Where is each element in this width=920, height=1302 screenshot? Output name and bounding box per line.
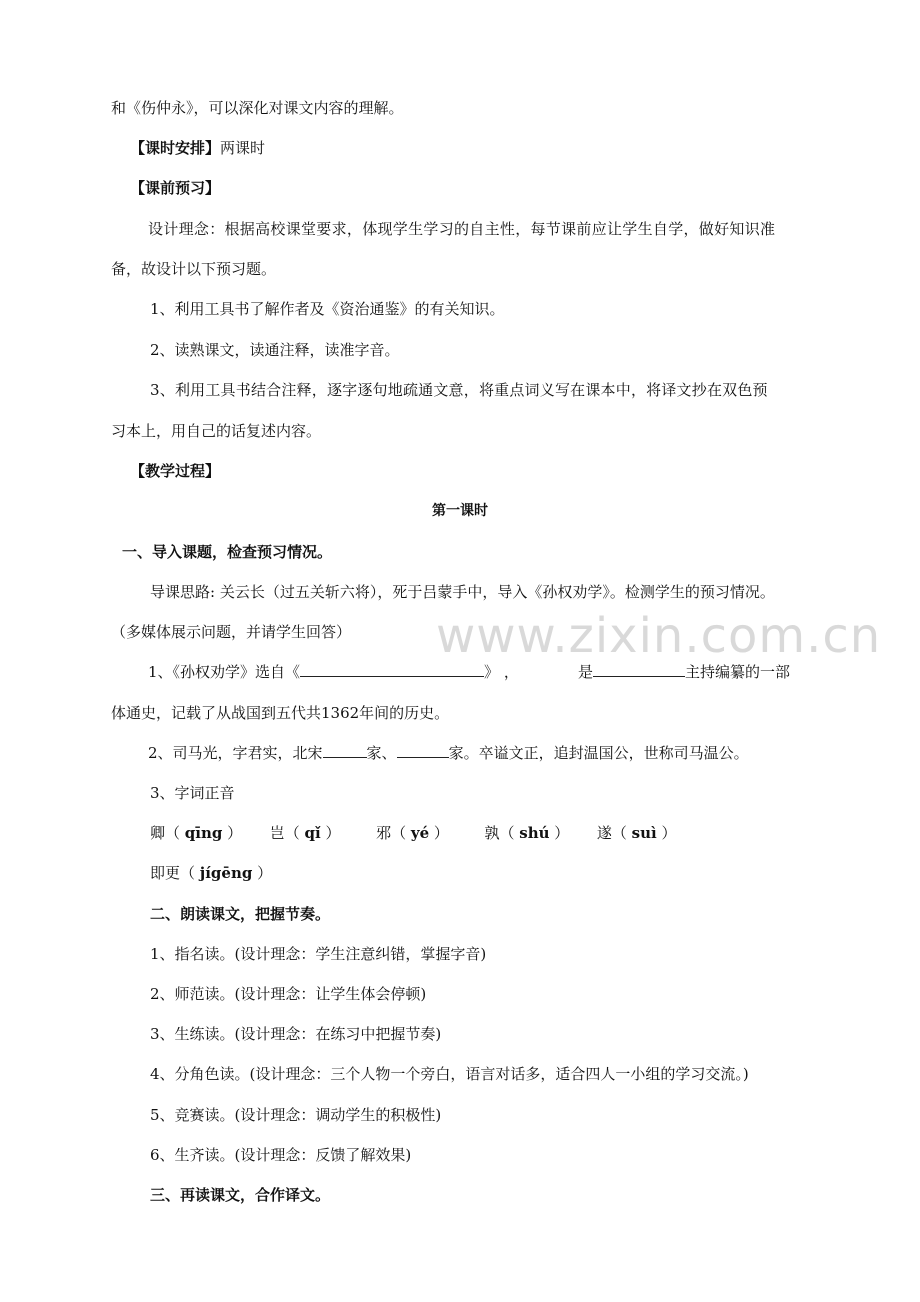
reading-item-4: 4、分角色读。(设计理念：三个人物一个旁白，语言对话多，适合四人一小组的学习交流。)	[150, 1065, 749, 1083]
reading-item-3: 3、生练读。(设计理念：在练习中把握节奏)	[150, 1025, 442, 1043]
pinyin-value: shú	[519, 824, 550, 842]
question-1-line2: 体通史，记载了从战国到五代共1362年间的历史。	[111, 704, 450, 722]
pinyin-char: 邪	[376, 824, 392, 842]
pinyin-char: 遂	[596, 824, 612, 842]
q1-part-b: 》 ，	[484, 663, 519, 681]
q1-part-a: 1、《孙权劝学》选自《	[148, 663, 301, 681]
pinyin-item: 孰（ shú ）	[484, 824, 570, 842]
q2-part-a: 2、司马光，字君实，北宋	[148, 744, 323, 762]
q2-blank-1[interactable]	[323, 743, 367, 758]
reading-item-2: 2、师范读。(设计理念：让学生体会停顿)	[150, 985, 427, 1003]
reading-item-1: 1、指名读。(设计理念：学生注意纠错，掌握字音)	[150, 945, 487, 963]
design-intro-line2: 备，故设计以下预习题。	[111, 260, 277, 278]
pinyin-char: 孰	[484, 824, 500, 842]
process-heading: 【教学过程】	[130, 462, 221, 480]
pinyin-item: 岂（ qǐ ）	[269, 824, 341, 842]
preview-item-2: 2、读熟课文，读通注释，读准字音。	[150, 341, 400, 359]
pinyin-row-2: 即更（ jígēng ）	[150, 864, 273, 882]
question-1-right	[578, 662, 790, 682]
pinyin-value: suì	[631, 824, 657, 842]
pinyin-char: 岂	[269, 824, 285, 842]
pinyin-char: 即更	[150, 864, 181, 882]
q1-editor-blank[interactable]	[593, 662, 685, 677]
watermark: www.zixin.com.cn	[436, 608, 882, 664]
schedule-line	[130, 138, 265, 158]
pinyin-value: yé	[410, 824, 430, 842]
section3-title: 三、再读课文，合作译文。	[150, 1186, 331, 1204]
intro-tail: 和《伤仲永》，可以深化对课文内容的理解。	[111, 99, 404, 117]
q1-part-d: 主持编纂的一部	[685, 663, 791, 681]
pinyin-item: 卿（ qīng ）	[150, 824, 243, 842]
lesson-title: 第一课时	[432, 503, 488, 519]
preview-item-3-cont: 习本上，用自己的话复述内容。	[111, 422, 322, 440]
pinyin-char: 卿	[150, 824, 166, 842]
schedule-value: 两课时	[220, 139, 266, 157]
q1-book-blank[interactable]	[300, 662, 484, 677]
reading-item-6: 6、生齐读。(设计理念：反馈了解效果)	[150, 1146, 412, 1164]
q2-blank-2[interactable]	[397, 743, 449, 758]
question-2	[148, 743, 749, 763]
preview-item-3: 3、利用工具书结合注释，逐字逐句地疏通文意，将重点词义写在课本中，将译文抄在双色预	[150, 381, 768, 399]
pinyin-row-1	[150, 823, 677, 843]
pinyin-value: qǐ	[304, 824, 321, 842]
pinyin-value: jígēng	[199, 864, 253, 882]
preview-heading: 【课前预习】	[130, 179, 221, 197]
guide-line2: （多媒体展示问题，并请学生回答）	[111, 623, 352, 641]
reading-item-5: 5、竞赛读。(设计理念：调动学生的积极性)	[150, 1106, 442, 1124]
q2-part-c: 家。卒谥文正，追封温国公，世称司马温公。	[448, 744, 749, 762]
pinyin-item: 遂（ suì ）	[596, 824, 677, 842]
schedule-label: 【课时安排】	[130, 139, 221, 157]
question-3: 3、字词正音	[150, 784, 235, 802]
section2-title: 二、朗读课文，把握节奏。	[150, 905, 331, 923]
question-1	[148, 662, 519, 682]
pinyin-value: qīng	[184, 824, 223, 842]
q2-part-b: 家、	[366, 744, 397, 762]
pinyin-item: 邪（ yé ）	[376, 824, 449, 842]
q1-part-c: 是	[578, 663, 594, 681]
preview-item-1: 1、利用工具书了解作者及《资治通鉴》的有关知识。	[150, 300, 505, 318]
guide-line1: 导课思路: 关云长（过五关斩六将），死于吕蒙手中，导入《孙权劝学》。检测学生的预习情况。	[150, 583, 775, 601]
design-intro-line1: 设计理念：根据高校课堂要求，体现学生学习的自主性，每节课前应让学生自学，做好知识准	[148, 220, 776, 238]
section1-title: 一、导入课题，检查预习情况。	[122, 543, 333, 561]
